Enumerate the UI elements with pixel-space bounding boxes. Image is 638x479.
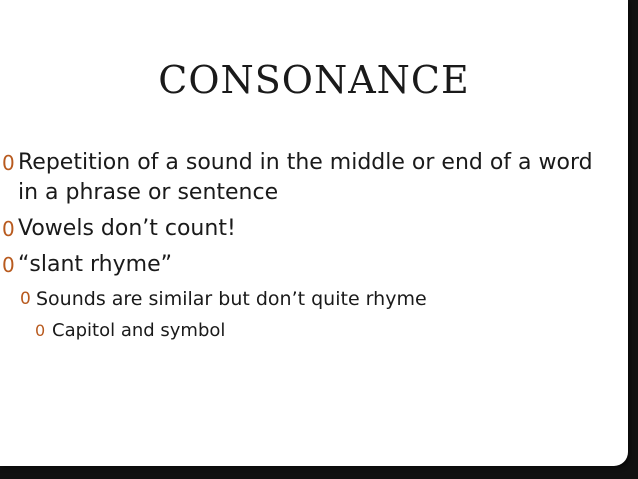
bullet-item — [0, 250, 600, 280]
bullet-list — [0, 148, 600, 344]
bullet-text: Capitol and symbol — [52, 320, 226, 341]
bullet-marker: 0 — [35, 321, 46, 340]
bullet-text: Vowels don’t count! — [18, 216, 236, 241]
bullet-marker: 0 — [2, 151, 15, 175]
bullet-text: Repetition of a sound in the middle or end of a word in a phrase or sentence — [18, 150, 593, 205]
bullet-text: Sounds are similar but don’t quite rhyme — [36, 288, 427, 310]
bullet-text: “slant rhyme” — [18, 252, 172, 277]
sub-bullet-item — [0, 286, 600, 312]
bullet-item — [0, 214, 600, 244]
bullet-marker: 0 — [2, 253, 15, 277]
bullet-item — [0, 148, 600, 208]
bullet-marker: 0 — [2, 217, 15, 241]
bullet-marker: 0 — [20, 289, 31, 309]
slide-title: CONSONANCE — [158, 58, 470, 102]
sub-sub-bullet-item — [0, 318, 600, 344]
